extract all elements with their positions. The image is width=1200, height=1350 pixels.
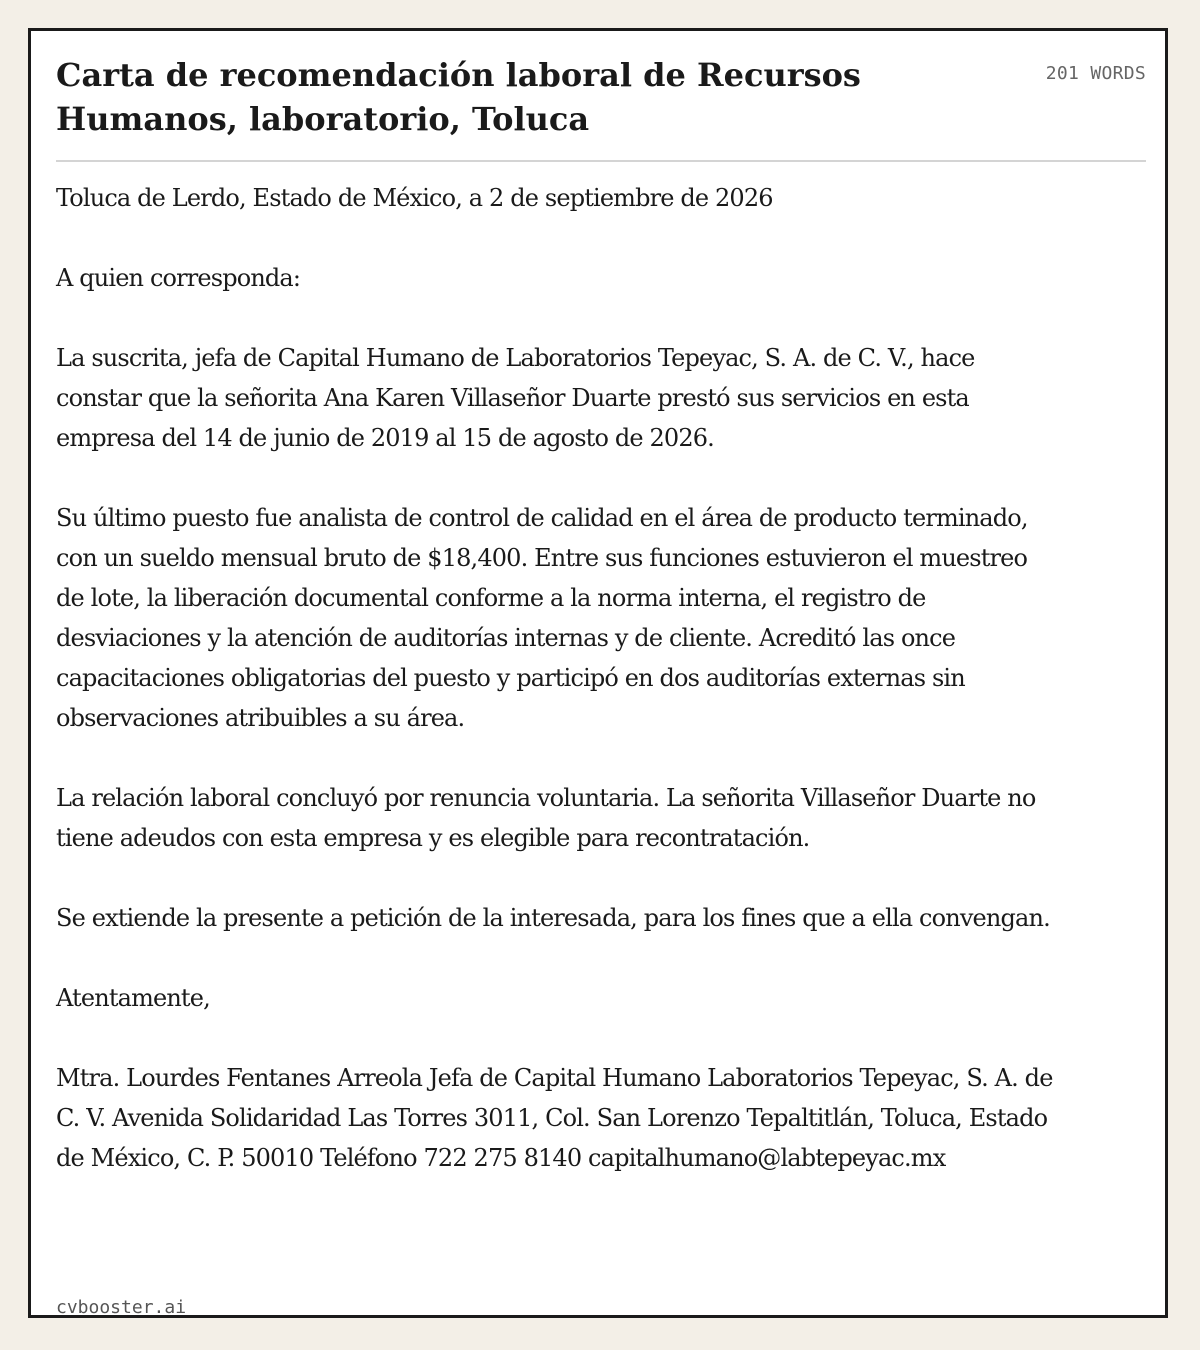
document-card	[28, 28, 1168, 1318]
letter-salutation: A quien corresponda:	[56, 264, 301, 292]
header-divider	[56, 160, 1146, 162]
letter-paragraph-termination: La relación laboral concluyó por renuncia voluntaria. La señorita Villaseñor Duarte no tiene adeudos con esta empresa y es elegible para recontratación.	[56, 784, 1036, 852]
letter-body	[56, 178, 1056, 1218]
letter-paragraph-employment: La suscrita, jefa de Capital Humano de Laboratorios Tepeyac, S. A. de C. V., hace constar que la señorita Ana Karen Villaseñor Duarte prestó sus servicios en esta empresa del 14 de junio de 2019 al 15 de agosto de 2026.	[56, 344, 975, 452]
letter-paragraph-duties: Su último puesto fue analista de control de calidad en el área de producto terminado, con un sueldo mensual bruto de $18,400. Entre sus funciones estuvieron el muestreo de lote, la liberación documental conforme a la norma interna, el registro de desviaciones y la atención de auditorías internas y de cliente. Acreditó las once capacitaciones obligatorias del puesto y participó en dos auditorías externas sin observaciones atribuibles a su área.	[56, 504, 1028, 732]
document-title: Carta de recomendación laboral de Recursos Humanos, laboratorio, Toluca	[56, 56, 861, 138]
footer-brand: cvbooster.ai	[56, 1297, 187, 1318]
letter-date-line: Toluca de Lerdo, Estado de México, a 2 de septiembre de 2026	[56, 184, 773, 212]
document-header	[56, 53, 1146, 141]
letter-signature-block: Mtra. Lourdes Fentanes Arreola Jefa de Capital Humano Laboratorios Tepeyac, S. A. de C. V. Avenida Solidaridad Las Torres 3011, Col. San Lorenzo Tepaltitlán, Toluca, Estado de México, C. P. 50010 Teléfono 722 275 8140 capitalhumano@labtepeyac.mx	[56, 1064, 1053, 1172]
letter-paragraph-purpose: Se extiende la presente a petición de la interesada, para los fines que a ella convengan.	[56, 904, 1050, 932]
word-count-badge: 201 WORDS	[1045, 63, 1146, 84]
letter-closing: Atentamente,	[56, 984, 210, 1012]
